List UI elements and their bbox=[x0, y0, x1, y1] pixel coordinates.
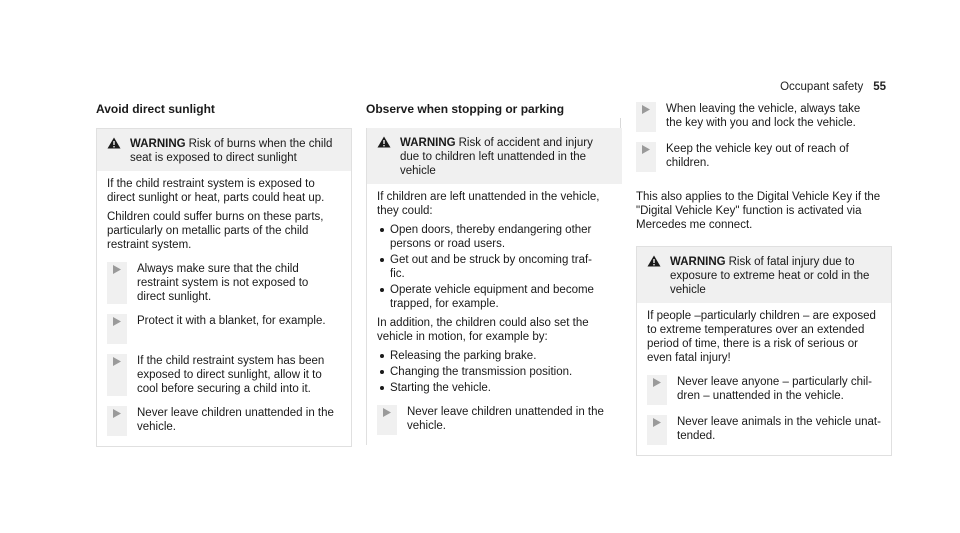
instruction-step bbox=[647, 375, 881, 405]
text-line: vehicle in motion, for example by: bbox=[377, 331, 548, 343]
step-arrow-icon bbox=[647, 375, 667, 405]
warning-line: exposure to extreme heat or cold in the bbox=[670, 270, 870, 282]
warning-body bbox=[97, 171, 351, 446]
text-line: If the child restraint system is exposed to bbox=[107, 178, 315, 190]
step-arrow-icon bbox=[636, 102, 656, 132]
step-text bbox=[127, 314, 341, 344]
instruction-step bbox=[107, 314, 341, 344]
warning-paragraph bbox=[377, 316, 612, 344]
text-line: Get out and be struck by oncoming traf- bbox=[390, 254, 592, 266]
text-line: If the child restraint system has been bbox=[137, 355, 325, 367]
text-line: trapped, for example. bbox=[390, 298, 499, 310]
text-line: even fatal injury! bbox=[647, 352, 731, 364]
text-line: children. bbox=[666, 157, 710, 169]
text-line: Protect it with a blanket, for example. bbox=[137, 315, 326, 327]
column-stopping-parking bbox=[366, 102, 622, 445]
note-paragraph bbox=[636, 190, 892, 232]
note-text bbox=[636, 190, 892, 232]
warning-line: vehicle bbox=[400, 165, 436, 177]
warning-triangle-icon bbox=[647, 255, 663, 297]
list-item bbox=[377, 365, 612, 379]
list-item bbox=[377, 349, 612, 363]
text-line: they could: bbox=[377, 205, 433, 217]
warning-body bbox=[637, 303, 891, 455]
text-line: Children could suffer burns on these parts, bbox=[107, 211, 324, 223]
column-avoid-sunlight bbox=[96, 102, 352, 447]
warning-box bbox=[636, 246, 892, 456]
warning-word: WARNING bbox=[670, 256, 726, 268]
text-line: the key with you and lock the vehicle. bbox=[666, 117, 856, 129]
warning-body bbox=[367, 184, 622, 445]
text-line: vehicle. bbox=[137, 421, 176, 433]
step-text bbox=[656, 102, 892, 132]
warning-paragraph bbox=[107, 210, 341, 252]
text-line: In addition, the children could also set the bbox=[377, 317, 589, 329]
instruction-step bbox=[107, 262, 341, 304]
text-line: Keep the vehicle key out of reach of bbox=[666, 143, 849, 155]
instruction-step bbox=[636, 142, 892, 172]
text-line: cool before securing a child into it. bbox=[137, 383, 311, 395]
warning-header bbox=[367, 128, 622, 184]
step-arrow-icon bbox=[107, 262, 127, 304]
text-line: particularly on metallic parts of the child bbox=[107, 225, 309, 237]
text-line: Always make sure that the child bbox=[137, 263, 299, 275]
text-line: vehicle. bbox=[407, 420, 446, 432]
text-line: Open doors, thereby endangering other bbox=[390, 224, 592, 236]
warning-line: Risk of fatal injury due to bbox=[728, 256, 855, 268]
warning-paragraph bbox=[647, 309, 881, 365]
step-arrow-icon bbox=[636, 142, 656, 172]
warning-line: seat is exposed to direct sunlight bbox=[130, 152, 297, 164]
warning-line: due to children left unattended in the bbox=[400, 151, 587, 163]
step-text bbox=[667, 415, 881, 445]
warning-title bbox=[123, 137, 341, 165]
text-line: direct sunlight. bbox=[137, 291, 212, 303]
warning-paragraph bbox=[107, 177, 341, 205]
text-line: tended. bbox=[677, 430, 716, 442]
text-line: If people –particularly children – are exposed bbox=[647, 310, 876, 322]
text-line: When leaving the vehicle, always take bbox=[666, 103, 861, 115]
running-head bbox=[780, 81, 886, 93]
text-line: restraint system is not exposed to bbox=[137, 277, 309, 289]
instruction-step bbox=[107, 354, 341, 396]
section-heading: Observe when stopping or parking bbox=[366, 102, 565, 116]
step-arrow-icon bbox=[647, 415, 667, 445]
text-line: Mercedes me connect. bbox=[636, 219, 753, 231]
text-line: Operate vehicle equipment and become bbox=[390, 284, 594, 296]
page-number: 55 bbox=[873, 81, 886, 93]
warning-word: WARNING bbox=[400, 137, 456, 149]
text-line: Never leave children unattended in the bbox=[407, 406, 604, 418]
text-line: Changing the transmission position. bbox=[390, 366, 573, 378]
step-text bbox=[127, 354, 341, 396]
warning-header bbox=[97, 129, 351, 171]
warning-box bbox=[96, 128, 352, 447]
step-arrow-icon bbox=[377, 405, 397, 435]
step-text bbox=[667, 375, 881, 405]
warning-box bbox=[366, 128, 622, 445]
warning-header bbox=[637, 247, 891, 303]
list-item bbox=[377, 381, 612, 395]
text-line: Never leave children unattended in the bbox=[137, 407, 334, 419]
text-line: This also applies to the Digital Vehicle Key if the bbox=[636, 191, 881, 203]
text-line: direct sunlight or heat, parts could heat up. bbox=[107, 192, 325, 204]
text-line: period of time, there is a risk of serious or bbox=[647, 338, 858, 350]
step-text bbox=[127, 262, 341, 304]
warning-line: vehicle bbox=[670, 284, 706, 296]
instruction-step bbox=[636, 102, 892, 132]
column-continued bbox=[636, 102, 892, 456]
step-arrow-icon bbox=[107, 406, 127, 436]
text-line: restraint system. bbox=[107, 239, 192, 251]
text-line: "Digital Vehicle Key" function is activated via bbox=[636, 205, 862, 217]
bullet-list bbox=[377, 349, 612, 395]
warning-title bbox=[663, 255, 881, 297]
text-line: Starting the vehicle. bbox=[390, 382, 492, 394]
text-line: dren – unattended in the vehicle. bbox=[677, 390, 844, 402]
step-arrow-icon bbox=[107, 314, 127, 344]
text-line: persons or road users. bbox=[390, 238, 506, 250]
warning-word: WARNING bbox=[130, 138, 186, 150]
step-arrow-icon bbox=[107, 354, 127, 396]
list-item bbox=[377, 253, 612, 281]
section-heading: Avoid direct sunlight bbox=[96, 102, 215, 116]
running-head-title: Occupant safety bbox=[780, 81, 864, 93]
text-line: Never leave anyone – particularly chil- bbox=[677, 376, 872, 388]
text-line: to extreme temperatures over an extended bbox=[647, 324, 865, 336]
text-line: Never leave animals in the vehicle unat- bbox=[677, 416, 881, 428]
warning-line: Risk of accident and injury bbox=[458, 137, 593, 149]
text-line: If children are left unattended in the vehicle, bbox=[377, 191, 600, 203]
list-item bbox=[377, 223, 612, 251]
instruction-step bbox=[107, 406, 341, 436]
instruction-step bbox=[377, 405, 612, 435]
step-text bbox=[397, 405, 612, 435]
list-item bbox=[377, 283, 612, 311]
text-line: fic. bbox=[390, 268, 405, 280]
step-text bbox=[127, 406, 341, 436]
warning-triangle-icon bbox=[377, 136, 393, 178]
warning-title bbox=[393, 136, 612, 178]
text-line: exposed to direct sunlight, allow it to bbox=[137, 369, 322, 381]
text-line: Releasing the parking brake. bbox=[390, 350, 537, 362]
bullet-list bbox=[377, 223, 612, 311]
step-text bbox=[656, 142, 892, 172]
warning-triangle-icon bbox=[107, 137, 123, 165]
instruction-step bbox=[647, 415, 881, 445]
warning-paragraph bbox=[377, 190, 612, 218]
warning-line: Risk of burns when the child bbox=[188, 138, 333, 150]
